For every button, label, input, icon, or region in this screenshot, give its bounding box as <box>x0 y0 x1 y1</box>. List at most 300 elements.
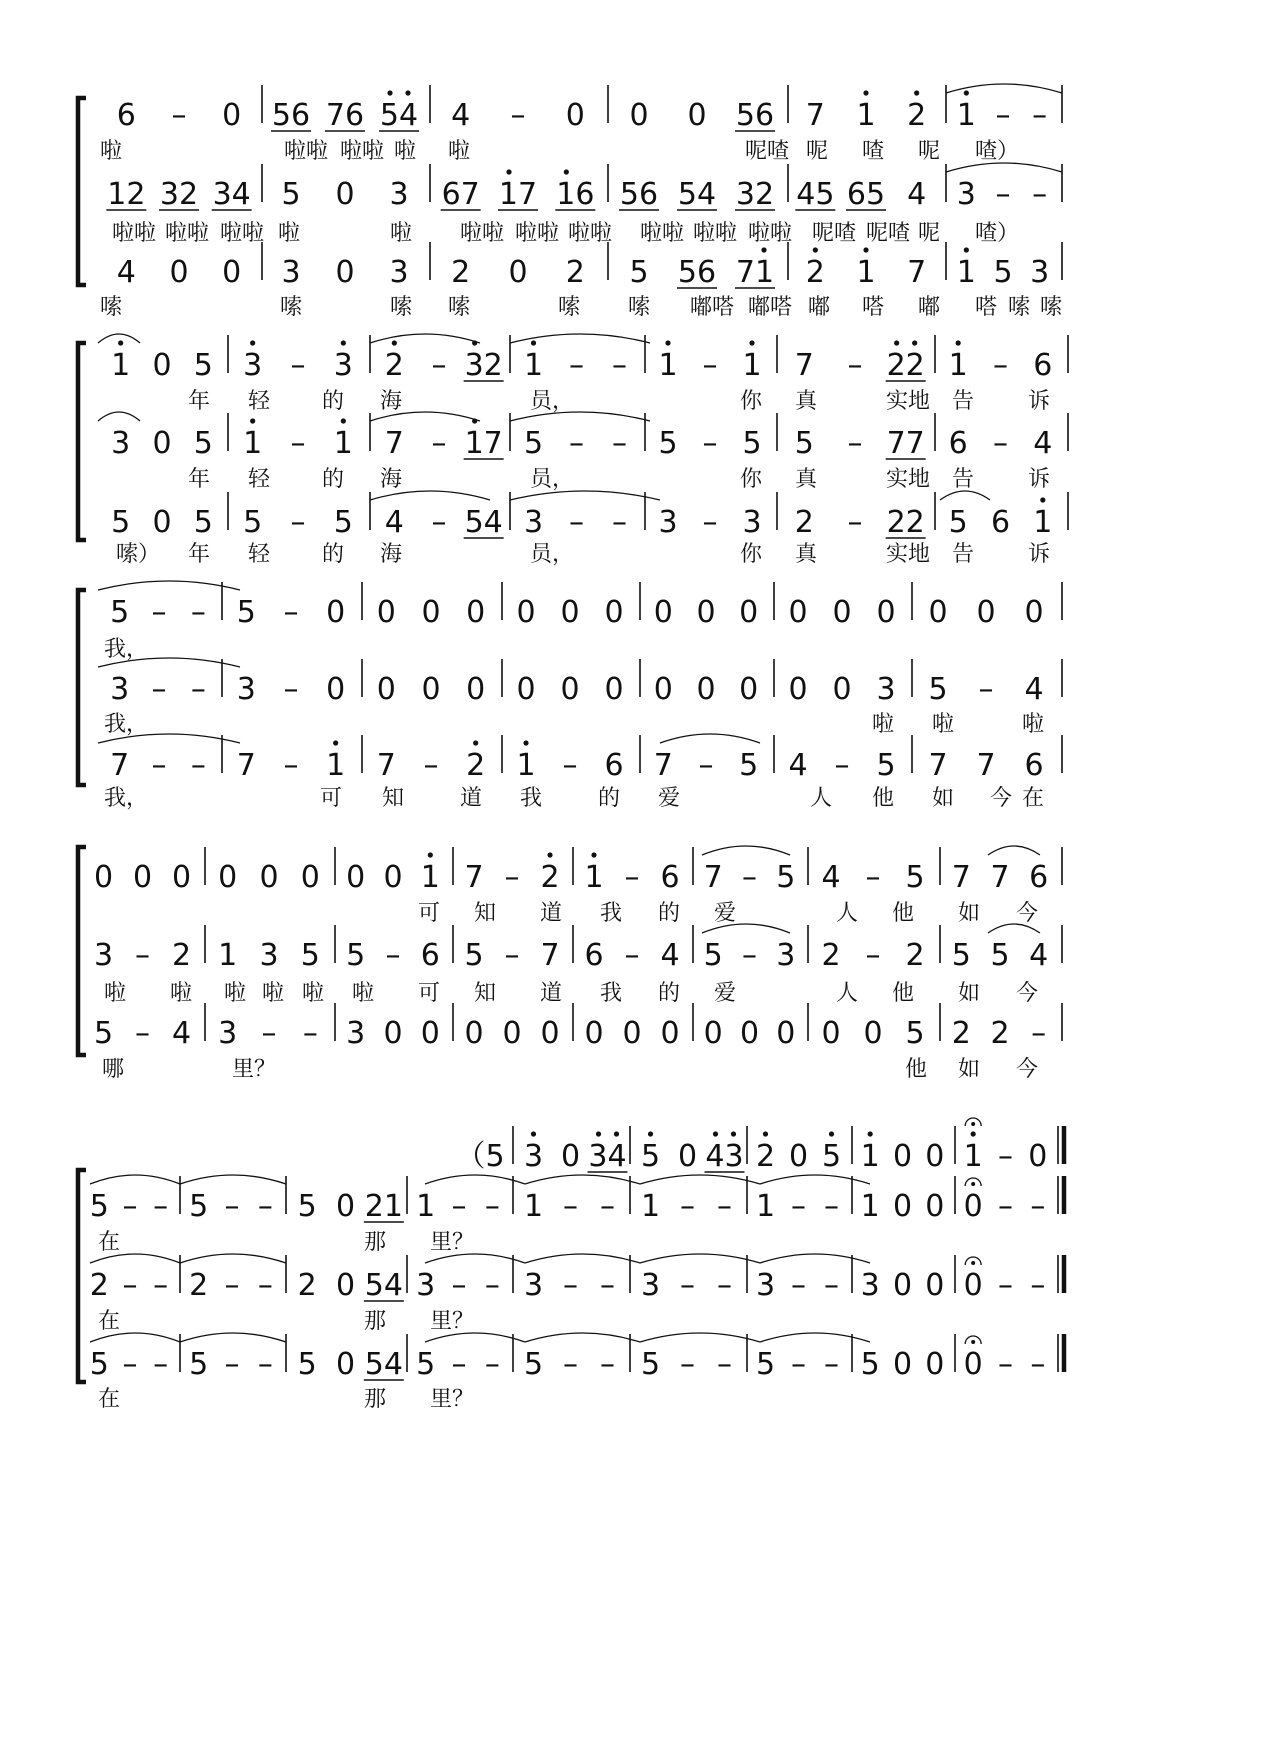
note: 0 <box>516 595 536 630</box>
dash: – <box>702 505 718 540</box>
note: 5 <box>189 1347 209 1382</box>
note: 5 <box>236 595 256 630</box>
note: 5 <box>89 1347 109 1382</box>
lyric: 你 <box>740 542 763 567</box>
intro-note: 0 <box>788 1139 809 1174</box>
note: 3 <box>389 177 409 212</box>
note: 5 <box>905 1016 925 1051</box>
note: 5 <box>346 938 366 973</box>
octave-dot <box>749 340 754 345</box>
dash: – <box>824 1189 839 1224</box>
note-pair: 67 <box>441 177 480 212</box>
lyric: 嗒 <box>975 295 998 320</box>
note: 6 <box>420 938 440 973</box>
dash: – <box>562 748 578 783</box>
note: 5 <box>658 426 678 461</box>
intro-note: 34 <box>588 1139 627 1174</box>
slur-tie <box>525 1175 640 1184</box>
octave-dot <box>914 90 919 95</box>
lyric: 道 <box>540 901 563 926</box>
dash: – <box>504 938 520 973</box>
note: 0 <box>169 255 189 290</box>
note: 1 <box>420 860 440 895</box>
slur-tie <box>425 1175 525 1184</box>
dash: – <box>153 1347 169 1382</box>
intro-note: – <box>998 1139 1013 1174</box>
lyric: 人 <box>836 981 859 1006</box>
lyric: 真 <box>795 389 818 414</box>
note: 0 <box>925 1347 945 1382</box>
lyric: 海 <box>380 542 403 567</box>
note: 5 <box>876 748 896 783</box>
lyric: 喳） <box>975 221 1020 246</box>
octave-dot <box>956 340 961 345</box>
lyric: 嗦 <box>1040 295 1063 320</box>
note: 0 <box>696 672 716 707</box>
dash: – <box>151 595 167 630</box>
dash: – <box>153 1268 169 1303</box>
dash: – <box>993 426 1008 461</box>
lyric: 轻 <box>248 467 271 492</box>
lyric: 你 <box>740 467 763 492</box>
note: 5 <box>629 255 649 290</box>
note: 7 <box>376 748 396 783</box>
lyric: 啦啦 <box>165 221 210 246</box>
lyric: 员， <box>530 389 575 414</box>
note: 5 <box>640 1347 661 1382</box>
lyric: 呢 <box>918 139 941 164</box>
note: 0 <box>376 672 396 707</box>
note: 7 <box>907 255 927 290</box>
lyric: 海 <box>380 467 403 492</box>
note: 5 <box>755 1347 776 1382</box>
note: 0 <box>335 1347 356 1382</box>
lyric: 呢喳 <box>745 139 790 164</box>
note-pair: 12 <box>107 177 146 212</box>
lyric: 啦啦 <box>220 221 265 246</box>
dash: – <box>1032 98 1048 133</box>
dash: – <box>998 1189 1013 1224</box>
octave-dot <box>763 1131 768 1136</box>
note: 7 <box>928 748 948 783</box>
lyric: 爱 <box>714 981 737 1006</box>
note: 1 <box>860 1189 880 1224</box>
note: 1 <box>856 255 876 290</box>
note: 0 <box>152 505 172 540</box>
note: 5 <box>93 1016 114 1051</box>
slur-tie <box>510 491 660 500</box>
note: 0 <box>466 595 486 630</box>
note: 3 <box>755 1268 776 1303</box>
dash: – <box>261 1016 277 1051</box>
lyric: 他 <box>892 901 915 926</box>
octave-dot <box>405 90 410 95</box>
intro-note: 5 <box>640 1139 661 1174</box>
lyric: 啦 <box>448 139 471 164</box>
lyric: 啦 <box>104 981 127 1006</box>
dash: – <box>624 860 640 895</box>
note: 7 <box>236 748 256 783</box>
note: 5 <box>193 348 213 383</box>
system-bracket <box>78 590 86 785</box>
lyric: 啦 <box>100 139 123 164</box>
octave-dot <box>392 340 397 345</box>
note: 5 <box>794 426 814 461</box>
lyric: 我 <box>520 786 543 811</box>
lyric: 知 <box>474 901 497 926</box>
note-pair: 17 <box>498 177 538 212</box>
note-pair: 54 <box>364 1268 403 1303</box>
dash: – <box>702 426 718 461</box>
octave-dot <box>964 90 969 95</box>
note-pair: 34 <box>212 177 251 212</box>
note: 0 <box>788 672 808 707</box>
dash: – <box>563 1347 578 1382</box>
note: 0 <box>222 255 242 290</box>
note: 4 <box>384 505 404 540</box>
octave-dot <box>118 340 123 345</box>
note: 5 <box>193 426 213 461</box>
system-bracket <box>78 847 86 1055</box>
lyric: 啦 <box>224 981 247 1006</box>
lyric: 你 <box>740 389 763 414</box>
lyric: 的 <box>322 467 345 492</box>
note-pair: 22 <box>886 505 925 540</box>
octave-dot <box>473 740 478 745</box>
lyric: 海 <box>380 389 403 414</box>
note: 0 <box>963 1189 983 1224</box>
note: 0 <box>565 98 585 133</box>
lyric: 嘟 <box>918 295 941 320</box>
note: 4 <box>821 860 841 895</box>
note: 3 <box>658 505 678 540</box>
note-pair: 54 <box>464 505 503 540</box>
note: 0 <box>584 1016 604 1051</box>
note: 5 <box>189 1189 209 1224</box>
dash: – <box>385 938 401 973</box>
dash: – <box>283 672 299 707</box>
dash: – <box>190 748 206 783</box>
note: 0 <box>739 672 759 707</box>
dash: – <box>717 1347 732 1382</box>
slur-tie <box>640 1175 760 1184</box>
lyric: 可 <box>320 786 343 811</box>
note: 3 <box>640 1268 661 1303</box>
octave-dot <box>971 1131 976 1136</box>
lyric: 诉 <box>1028 389 1051 414</box>
octave-dot <box>531 1131 536 1136</box>
note: 5 <box>948 505 968 540</box>
note: 6 <box>1024 748 1044 783</box>
dash: – <box>865 938 881 973</box>
note: 2 <box>951 1016 971 1051</box>
dash: – <box>998 1347 1013 1382</box>
note: 0 <box>925 1268 945 1303</box>
note: 2 <box>821 938 841 973</box>
lyric: 他 <box>892 981 915 1006</box>
note: 1 <box>1033 505 1053 540</box>
dash: – <box>702 348 718 383</box>
slur-tie <box>90 1254 180 1263</box>
note: 7 <box>990 860 1010 895</box>
note-pair: 77 <box>886 426 925 461</box>
slur-tie <box>525 1333 640 1342</box>
lyric: 里？ <box>232 1057 277 1082</box>
dash: – <box>563 1189 578 1224</box>
lyric: 告 <box>952 389 975 414</box>
note-pair: 16 <box>556 177 595 212</box>
octave-dot <box>506 169 511 174</box>
lyric: 在 <box>98 1387 121 1412</box>
note: 3 <box>218 1016 238 1051</box>
note: 3 <box>281 255 301 290</box>
dash: – <box>742 938 757 973</box>
octave-dot <box>863 90 868 95</box>
note: 1 <box>243 426 263 461</box>
dash: – <box>224 1268 240 1303</box>
lyric: 喳） <box>975 139 1020 164</box>
slur-tie <box>180 1175 286 1184</box>
octave-dot <box>665 340 670 345</box>
note-pair: 76 <box>325 98 365 133</box>
dash: – <box>431 426 447 461</box>
slur-tie <box>525 1254 640 1263</box>
dash: – <box>224 1189 240 1224</box>
slur-tie <box>180 1254 286 1263</box>
intro-note: 2 <box>755 1139 776 1174</box>
note: 2 <box>384 348 404 383</box>
note: 1 <box>523 1189 544 1224</box>
note: 0 <box>383 860 403 895</box>
dash: – <box>847 505 863 540</box>
dash: – <box>257 1189 273 1224</box>
lyric: 如 <box>958 901 981 926</box>
dash: – <box>1030 1189 1046 1224</box>
lyric: 里？ <box>430 1230 475 1255</box>
dash: – <box>824 1347 839 1382</box>
lyric: 嘟嗒 <box>748 295 793 320</box>
note: 7 <box>805 98 825 133</box>
note: 5 <box>333 505 353 540</box>
note: 4 <box>171 1016 192 1051</box>
note: 0 <box>326 595 346 630</box>
lyric: 啦 <box>390 221 413 246</box>
octave-dot <box>428 852 433 857</box>
note: 2 <box>189 1268 209 1303</box>
note: 1 <box>658 348 678 383</box>
lyric: 啦 <box>262 981 285 1006</box>
lyric: 呢喳 <box>812 221 857 246</box>
lyric: 啦啦 <box>112 221 157 246</box>
dash: – <box>1031 1016 1047 1051</box>
note-pair: 54 <box>364 1347 403 1382</box>
note: 5 <box>523 1347 544 1382</box>
note: 6 <box>990 505 1011 540</box>
dash: – <box>569 505 584 540</box>
octave-dot <box>813 247 818 252</box>
octave-dot <box>387 90 392 95</box>
slur-tie <box>946 163 1062 172</box>
dash: – <box>122 1268 138 1303</box>
slur-tie <box>702 846 790 855</box>
dash: – <box>1030 1268 1046 1303</box>
dash: – <box>423 748 439 783</box>
lyric: 我， <box>104 637 149 662</box>
lyric: 在 <box>98 1230 121 1255</box>
slur-tie <box>370 334 480 343</box>
dash: – <box>153 1189 169 1224</box>
dash: – <box>612 505 627 540</box>
dash: – <box>1030 1347 1046 1382</box>
note-pair: 56 <box>271 98 311 133</box>
dash: – <box>122 1189 138 1224</box>
note: 2 <box>451 255 471 290</box>
lyric: 嘟 <box>808 295 831 320</box>
note: 5 <box>739 748 759 783</box>
lyric: 诉 <box>1028 542 1051 567</box>
lyric: 哪 <box>102 1057 125 1082</box>
note: 5 <box>928 672 948 707</box>
note: 5 <box>110 595 130 630</box>
lyric: 告 <box>952 542 975 567</box>
dash: – <box>717 1268 732 1303</box>
lyric: 道 <box>540 981 563 1006</box>
note: 0 <box>335 1189 356 1224</box>
note: 0 <box>892 1189 913 1224</box>
note: 3 <box>111 426 131 461</box>
octave-dot <box>761 247 766 252</box>
lyric: 嘟嗒 <box>690 295 735 320</box>
fermata-dot <box>971 1122 975 1126</box>
lyric: 嗦 <box>100 295 123 320</box>
note: 0 <box>346 860 366 895</box>
octave-dot <box>1040 497 1045 502</box>
note: 0 <box>218 860 238 895</box>
note: 2 <box>794 505 814 540</box>
intro-note: 0 <box>560 1139 581 1174</box>
lyric: 嗦 <box>448 295 471 320</box>
system-bracket <box>78 98 86 285</box>
note: 0 <box>259 860 279 895</box>
note: 1 <box>326 748 346 783</box>
octave-dot <box>523 740 528 745</box>
dash: – <box>510 98 526 133</box>
note: 0 <box>93 860 114 895</box>
note-pair: 54 <box>379 98 419 133</box>
dash: – <box>451 1347 467 1382</box>
note: 3 <box>333 348 353 383</box>
intro-note: 0 <box>925 1139 945 1174</box>
octave-dot <box>964 247 969 252</box>
lyric: 员， <box>530 467 575 492</box>
note: 0 <box>622 1016 642 1051</box>
note: 0 <box>976 595 996 630</box>
dash: – <box>151 672 167 707</box>
lyric: 今 <box>1016 901 1039 926</box>
note: 4 <box>660 938 680 973</box>
intro-note: 1 <box>963 1139 983 1174</box>
lyric: 嗒 <box>862 295 885 320</box>
note: 1 <box>755 1189 776 1224</box>
note: 3 <box>259 938 279 973</box>
lyric: 在 <box>1022 786 1045 811</box>
note: 5 <box>297 1189 317 1224</box>
lyric: 啦啦 <box>748 221 793 246</box>
note: 0 <box>560 595 580 630</box>
lyric: 今 <box>1016 1057 1039 1082</box>
lyric: 真 <box>795 467 818 492</box>
lyric: 啦啦 <box>693 221 738 246</box>
note: 2 <box>540 860 560 895</box>
slur-tie <box>425 1254 525 1263</box>
dash: – <box>451 1268 467 1303</box>
note: 0 <box>821 1016 841 1051</box>
lyric: 今 <box>990 786 1013 811</box>
note: 0 <box>928 595 948 630</box>
note: 0 <box>540 1016 560 1051</box>
note: 5 <box>990 938 1010 973</box>
octave-dot <box>868 1131 873 1136</box>
note: 1 <box>523 348 544 383</box>
note: 5 <box>742 426 762 461</box>
note: 1 <box>111 348 131 383</box>
note: 3 <box>236 672 256 707</box>
note: 5 <box>905 860 925 895</box>
dash: – <box>600 1347 615 1382</box>
lyric: 如 <box>958 1057 981 1082</box>
intro-note: 3 <box>523 1139 544 1174</box>
dash: – <box>135 1016 150 1051</box>
note: 6 <box>116 98 136 133</box>
lyric: 啦啦 <box>640 221 685 246</box>
note: 0 <box>152 348 172 383</box>
note: 6 <box>604 748 624 783</box>
note: 0 <box>703 1016 723 1051</box>
note: 0 <box>696 595 716 630</box>
note: 0 <box>464 1016 484 1051</box>
octave-dot <box>614 1131 619 1136</box>
lyric: 可 <box>418 901 441 926</box>
note: 1 <box>948 348 968 383</box>
slur-tie <box>90 1175 180 1184</box>
note: 0 <box>152 426 172 461</box>
note: 2 <box>905 938 925 973</box>
lyric: 员， <box>530 542 575 567</box>
note: 7 <box>951 860 971 895</box>
dash: – <box>1032 177 1048 212</box>
lyric: 在 <box>98 1309 121 1334</box>
note: 3 <box>93 938 114 973</box>
lyric: 呢 <box>918 221 941 246</box>
fermata-dot <box>971 1261 975 1265</box>
dash: – <box>283 748 299 783</box>
note: 4 <box>788 748 808 783</box>
slur-tie <box>988 846 1040 855</box>
dash: – <box>569 426 584 461</box>
lyric: 那 <box>364 1387 387 1412</box>
intro-note: （5 <box>455 1139 505 1174</box>
slur-tie <box>940 491 990 500</box>
dash: – <box>171 98 187 133</box>
lyric: 里？ <box>430 1387 475 1412</box>
note: 0 <box>660 1016 680 1051</box>
note: 5 <box>243 505 263 540</box>
note: 0 <box>560 672 580 707</box>
dash: – <box>569 348 584 383</box>
slur-tie <box>640 1254 760 1263</box>
octave-dot <box>912 340 917 345</box>
note: 0 <box>863 1016 883 1051</box>
